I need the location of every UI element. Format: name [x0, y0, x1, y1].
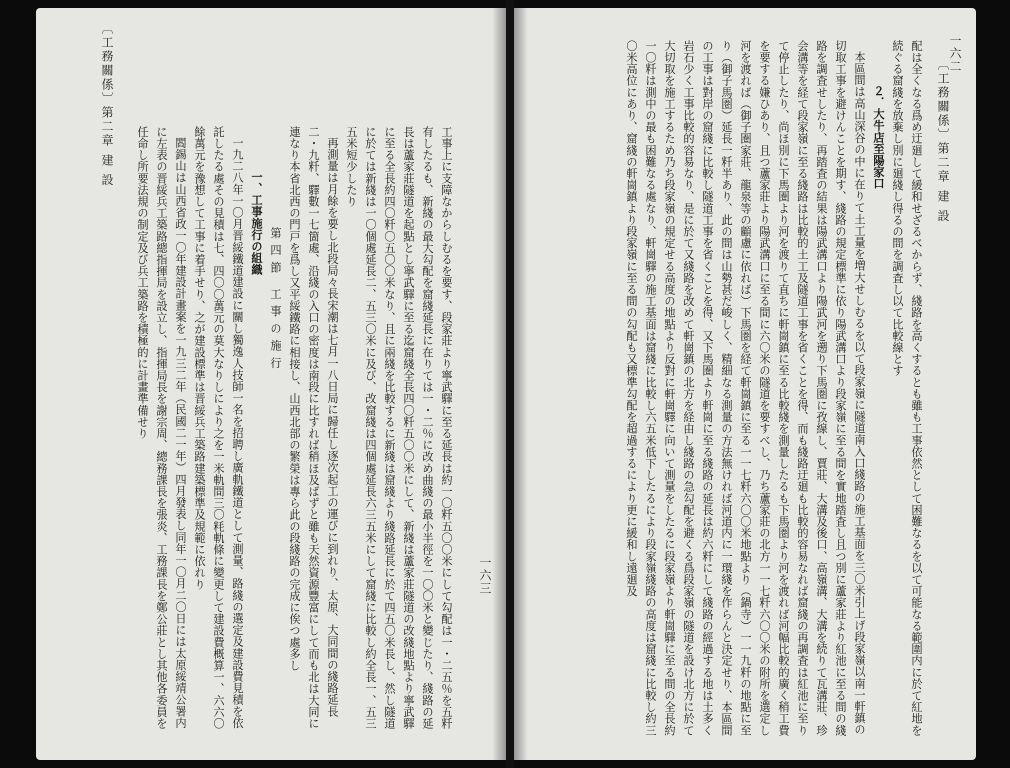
right-paragraph-2: 本區間は高山深谷の中に在りて土工量を増大せしむるを以て段家嶺に隧道南入口綫路の施工基面を三〇米引上げ段家嶺以南一軒鎮の切取工事を避けんことを期す、綫路の規定標準に依り陽武溝口より段家嶺に至る間を實地踏査し且つ別に蘆家莊より紅池に至る間の綫路を調査せしたり、再踏査の結果は陽武溝口より陽武河を遡り下馬圏に孜線し、賈莊、大溝及後口、高嶺溝、大溝を続りて瓦溝莊、珍会溝等を経て段家嶺に至る綫路は比較的土工及隧道工事を省くことを得、而も綫路迂廻も比較的容易なれば窟綫の再調査は紅池に至りて停止したり、尚ほ別に下馬圏より河を渡りて直ちに軒崗鎮に至る比較綫を測量したるも下馬圏より河を渡れば河幅比較的廣く稍工費を要する嫌ひあり、且つ蘆家莊より陽武溝口に至る間に六〇米の隧道を要すべし、乃ち蘆家莊の北方一一七粁六〇〇米の附所を選定し河を渡れば（御子圏家莊、龍泉等の顧慮に依れば）下馬圏を経て軒崗鎮に至る一一七粁六〇〇米地點より（鍋寺）一一九粁の地點に至り（御子馬圏）延長一粁半あり、此の間は山勢甚だ峻しく、精細なる測量の方法無ければ河道内に一環綫を作らんと決定せり、本區間の工事は對岸の窟綫に比較し隧道工事を省くことを得、又下馬圏より軒崗に至る綫路の延長は約六粁にして綫路の經過する地は土多く岩石少く工事比較的容易なり、是に於て又綫路を改めて軒崗鎮の北方を経由し綫路の急勾配を避くる爲段家嶺の隧道を設け北方に於て大切取を施工するため乃ち段家嶺の規定せる高度の地點より反對に軒崗驛に向いて測量をしたるに段家嶺より軒崗驛に至る間の全長約一〇粁は測中の最も困難なる處なり、軒崗驛の施工基面は窟綫に比較し六五米低下したるにより段家嶺綫路の高度は窟綫に比較し約三〇米高位にあり、窟綫の軒崗鎮より段家嶺に至る間の勾配も又標準勾配を超過するにより更に緩和し遠廻及: [625, 40, 866, 736]
right-page: [514, 8, 976, 760]
left-page-number: 一六三: [478, 556, 492, 595]
left-paragraph-1: 工事上に支障なからしむるを要す、段家莊より寧武驛に至る延長は約一〇粁五〇〇米にして勾配は一・二五％を五粁有したるも、新綫の最大勾配を窟綫延長に在りては一・二％に改め曲綫の最小半徑を一〇〇米と變じたり、綫路の延長は蘆家莊隧道を起點とし寧武驛に至る迄窟綫全長四〇粁五〇〇米にして、新綫は蘆家莊隧道の改綫地點より寧武驛に至る全長約四〇粁〇五〇〇米なり、且に兩綫を比較するに新綫は窟綫より綫路延長に於て四五〇米長し、然し隧道に於ては新綫は一〇個處延長二、五三〇米に及び、改窟綫は四個處延長六三五米にして窟綫に比較し約全長一、五三五米短少したり: [345, 126, 453, 730]
left-page-header: 〔工務關係〕第二章 建 設: [100, 22, 114, 188]
right-paragraph-1: 配は全くなる爲め迂廻して緩和せざるべからず、綫路を高くするとも雖も工事依然として困難なるを以て可能なる範圍内に於て紅地を続ぐる窟綫を放棄し別に廻綫し得るの間を調査し以て比較線とす: [891, 40, 923, 736]
right-page-number: 一六二: [948, 34, 962, 73]
right-heading: ２．大牛店至陽家口: [872, 84, 886, 190]
left-page-body: [86, 126, 456, 736]
right-page-header: 〔工務關係〕第二章 建 設: [936, 58, 950, 224]
left-paragraph-2: 再測量は月餘を要し北段局々長宋潮は七月一八日局に歸任し逐次起工の運びに到れり、太原、大同間の綫路延長二・九粁、驛數一七箇處、沿綫の入口の密度は南段に比すれば稍ほ及ばずと雖も天然資源豐富にして而も北は大同に連なり本省北西の門戸を爲し又平綏鐵路に相接し、山西北部の繁榮は專ら此の段綫路の完成に俟つ處多し: [288, 126, 339, 730]
left-page: [36, 8, 506, 760]
book-gutter: [506, 0, 514, 768]
section-title: 第四節 工事の施行: [269, 226, 282, 374]
left-section-paragraph-2: 閻錫山は山西省政一〇年建設計畫案を一九三二年（民國二一年）四月發表し同年一〇月二〇日には太原綏靖公署内に左表の晋綏兵工築路總指揮局を設立し、指揮局長を謝宗周、總務課長を張炎、工務課長を鄭公莊とし其他各委員を任命し所要法規の制定及び兵工築路を積極的に計畫準備せり: [136, 126, 187, 730]
subsection-title: 一、工事施行の組織: [250, 170, 264, 276]
right-page-body: [546, 40, 926, 740]
left-section-paragraph-1: 一九二八年一〇月晋綏鐵道建設に關し獨逸人技師一名を招聘し廣軌鐵道として測量、路綫の選定及建設費見積を依託したる處その見積は七、四〇〇萬元の莫大なりしにより之を一米軌間三〇粍軌條に變更して建設費概算一、六六〇餘萬元を豫想して工事に着手せり、之が建設標準は晋綏兵工築路建築標準及規範に依れり: [193, 126, 244, 730]
